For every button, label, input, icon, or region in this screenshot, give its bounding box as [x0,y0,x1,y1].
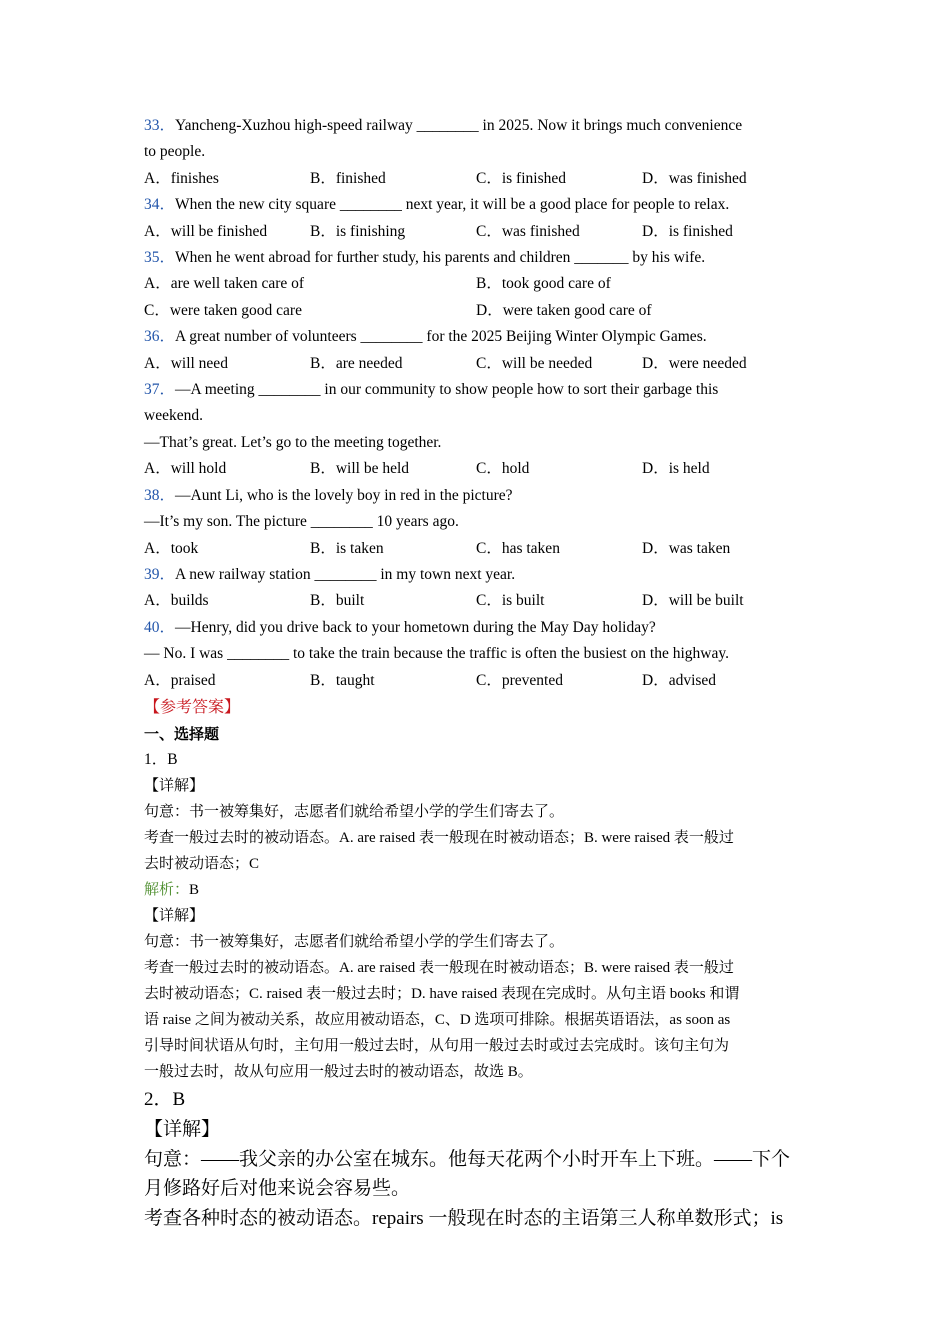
option-a[interactable]: A．are well taken care of [144,275,305,293]
answer-1-meaning: 句意：书一被筹集好，志愿者们就给希望小学的学生们寄去了。 [144,804,565,821]
option-a[interactable]: A．will hold [144,460,227,478]
question-40-options [144,668,814,694]
answer-1-full-explanation-line: 语 raise 之间为被动关系，故应用被动语态，C、D 选项可排除。根据英语语法，as soon as [144,1012,731,1029]
question-37-reply: —That’s great. Let’s go to the meeting together. [144,433,442,451]
question-33-options [144,166,814,192]
analysis-value: B [189,882,200,899]
section-heading: 一、选择题 [144,724,220,743]
question-36-stem: 36．A great number of volunteers ________ for the 2025 Beijing Winter Olympic Games. [144,328,707,346]
question-39-stem: 39．A new railway station ________ in my town next year. [144,565,516,583]
analysis-line [144,877,814,903]
option-c[interactable]: C．were taken good care [144,301,302,319]
option-d[interactable]: D．were taken good care of [476,301,652,319]
option-b[interactable]: B．are needed [310,354,403,372]
question-number: 36． [144,328,176,346]
detail-label: 【详解】 [144,908,205,925]
option-d[interactable]: D．was taken [642,539,731,557]
option-b[interactable]: B．will be held [310,460,410,478]
answer-1-explanation-cont: 去时被动语态；C [144,856,260,873]
question-38-stem: 38．—Aunt Li, who is the lovely boy in red in the picture? [144,486,513,504]
question-33-stem-cont: to people. [144,143,206,161]
answer-2-line: 句意：——我父亲的办公室在城东。他每天花两个小时开车上下班。——下个 [144,1148,791,1170]
question-number: 35． [144,249,176,267]
answer-1-explanation: 考查一般过去时的被动语态。A. are raised 表一般现在时被动语态；B. were raised 表一般过 [144,830,734,847]
question-39-options [144,588,814,614]
answer-1-full-explanation-line: 去时被动语态；C. raised 表一般过去时；D. have raised 表现在完成时。从句主语 books 和谓 [144,986,740,1003]
answer-1-full-explanation-line: 一般过去时，故从句应用一般过去时的被动语态，故选 B。 [144,1064,533,1081]
question-37-options [144,456,814,482]
question-37-stem: 37．—A meeting ________ in our community to show people how to sort their garbage this [144,381,719,399]
option-b[interactable]: B．taught [310,671,375,689]
option-a[interactable]: A．builds [144,592,209,610]
option-d[interactable]: D．is finished [642,222,733,240]
option-b[interactable]: B．finished [310,169,386,187]
question-38-options [144,536,814,562]
question-number: 33． [144,117,176,134]
option-c[interactable]: C．was finished [476,222,580,240]
question-38-reply: —It’s my son. The picture ________ 10 years ago. [144,513,459,531]
option-a[interactable]: A．praised [144,671,216,689]
option-b[interactable]: B．built [310,592,365,610]
option-d[interactable]: D．were needed [642,354,747,372]
detail-label: 【详解】 [144,1119,221,1141]
question-number: 38． [144,486,176,504]
option-c[interactable]: C．prevented [476,671,563,689]
question-34-stem: 34．When the new city square ________ next year, it will be a good place for people to relax. [144,196,730,214]
option-b[interactable]: B．is finishing [310,222,406,240]
option-c[interactable]: C．will be needed [476,354,593,372]
question-40-stem: 40．—Henry, did you drive back to your hometown during the May Day holiday? [144,618,656,636]
question-35-options-row2 [144,298,814,324]
option-a[interactable]: A．took [144,539,199,557]
question-36-options [144,351,814,377]
option-a[interactable]: A．will need [144,354,228,372]
question-number: 37． [144,381,176,399]
answer-1-full-explanation-line: 引导时间状语从句时，主句用一般过去时，从句用一般过去时或过去完成时。该句主句为 [144,1038,730,1055]
detail-label: 【详解】 [144,778,205,795]
option-c[interactable]: C．is built [476,592,545,610]
answer-1-full-explanation-line: 考查一般过去时的被动语态。A. are raised 表一般现在时被动语态；B. were raised 表一般过 [144,960,734,977]
option-b[interactable]: B．took good care of [476,275,611,293]
option-d[interactable]: D．will be built [642,592,744,610]
question-number: 39． [144,565,176,583]
question-34-options [144,219,814,245]
answer-2-line: 考查各种时态的被动语态。repairs 一般现在时态的主语第三人称单数形式；is [144,1207,784,1229]
question-35-options-row1 [144,271,814,297]
answer-2-number: 2．B [144,1089,186,1111]
option-c[interactable]: C．hold [476,460,530,478]
answer-key-heading: 【参考答案】 [144,698,241,716]
document-page [144,113,814,1233]
question-37-stem-cont: weekend. [144,407,203,425]
analysis-label: 解析： [144,882,190,899]
option-c[interactable]: C．has taken [476,539,560,557]
question-number: 40． [144,618,176,636]
answer-1-number: 1．B [144,750,178,768]
option-d[interactable]: D．is held [642,460,710,478]
option-b[interactable]: B．is taken [310,539,384,557]
question-35-stem: 35．When he went abroad for further study, his parents and children _______ by his wife. [144,249,706,267]
option-a[interactable]: A．will be finished [144,222,268,240]
question-number: 34． [144,196,176,214]
question-40-reply: — No. I was ________ to take the train because the traffic is often the busiest on the highway. [144,645,729,663]
option-c[interactable]: C．is finished [476,169,566,187]
option-d[interactable]: D．advised [642,671,717,689]
option-a[interactable]: A．finishes [144,169,219,187]
question-33-stem: 33．Yancheng-Xuzhou high-speed railway ________ in 2025. Now it brings much convenience [144,117,743,134]
answer-2-line: 月修路好后对他来说会容易些。 [144,1178,411,1200]
option-d[interactable]: D．was finished [642,169,747,187]
answer-1-meaning: 句意：书一被筹集好，志愿者们就给希望小学的学生们寄去了。 [144,934,565,951]
